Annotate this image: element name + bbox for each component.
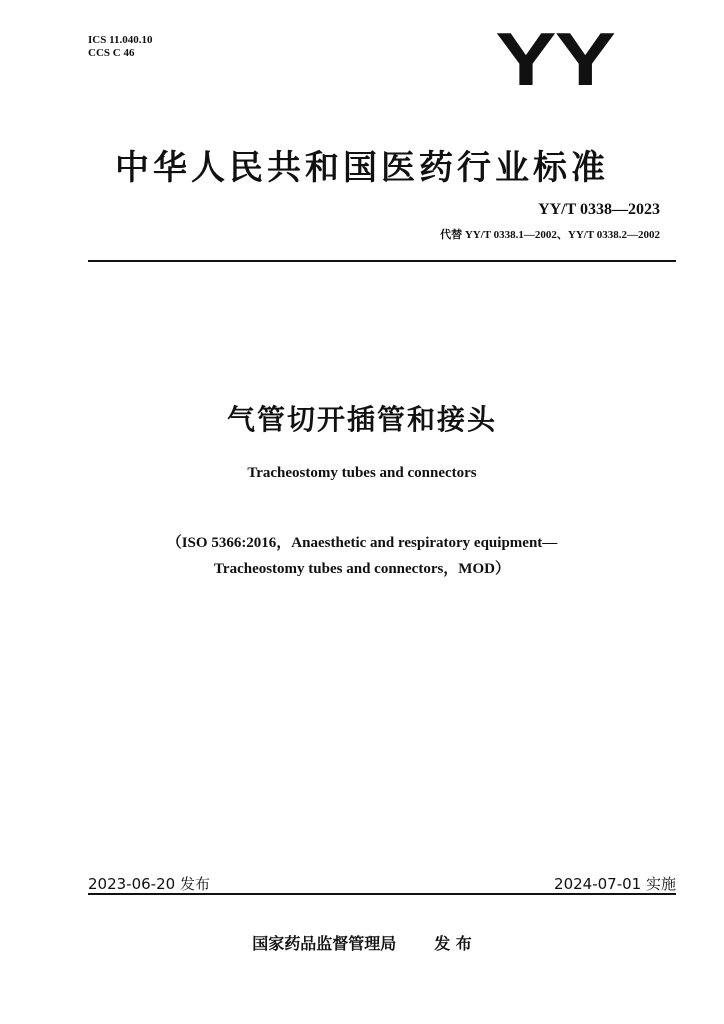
footer-divider xyxy=(88,893,676,895)
issuer-name: 国家药品监督管理局 xyxy=(252,934,397,953)
ccs-code: CCS C 46 xyxy=(88,47,135,59)
header-divider xyxy=(88,260,676,262)
iso-reference xyxy=(0,530,724,582)
standard-number: YY/T 0338—2023 xyxy=(538,201,660,218)
issuer-line xyxy=(0,931,724,954)
document-title-en: Tracheostomy tubes and connectors xyxy=(247,465,477,481)
iso-reference-line2: Tracheostomy tubes and connectors，MOD） xyxy=(214,561,510,577)
classification-codes xyxy=(88,34,153,60)
publish-date: 2023-06-20 发布 xyxy=(88,875,210,893)
issue-word: 发 布 xyxy=(434,934,472,953)
iso-reference-line1: （ISO 5366:2016，Anaesthetic and respiratory equipment— xyxy=(166,535,558,551)
implement-date: 2024-07-01 实施 xyxy=(554,875,676,893)
ics-code: ICS 11.040.10 xyxy=(88,34,153,46)
industry-standard-title: 中华人民共和国医药行业标准 xyxy=(115,148,609,188)
document-title-zh: 气管切开插管和接头 xyxy=(226,403,497,436)
yy-logo: YY xyxy=(495,17,614,102)
replaces-note: 代替 YY/T 0338.1—2002、YY/T 0338.2—2002 xyxy=(440,229,660,241)
